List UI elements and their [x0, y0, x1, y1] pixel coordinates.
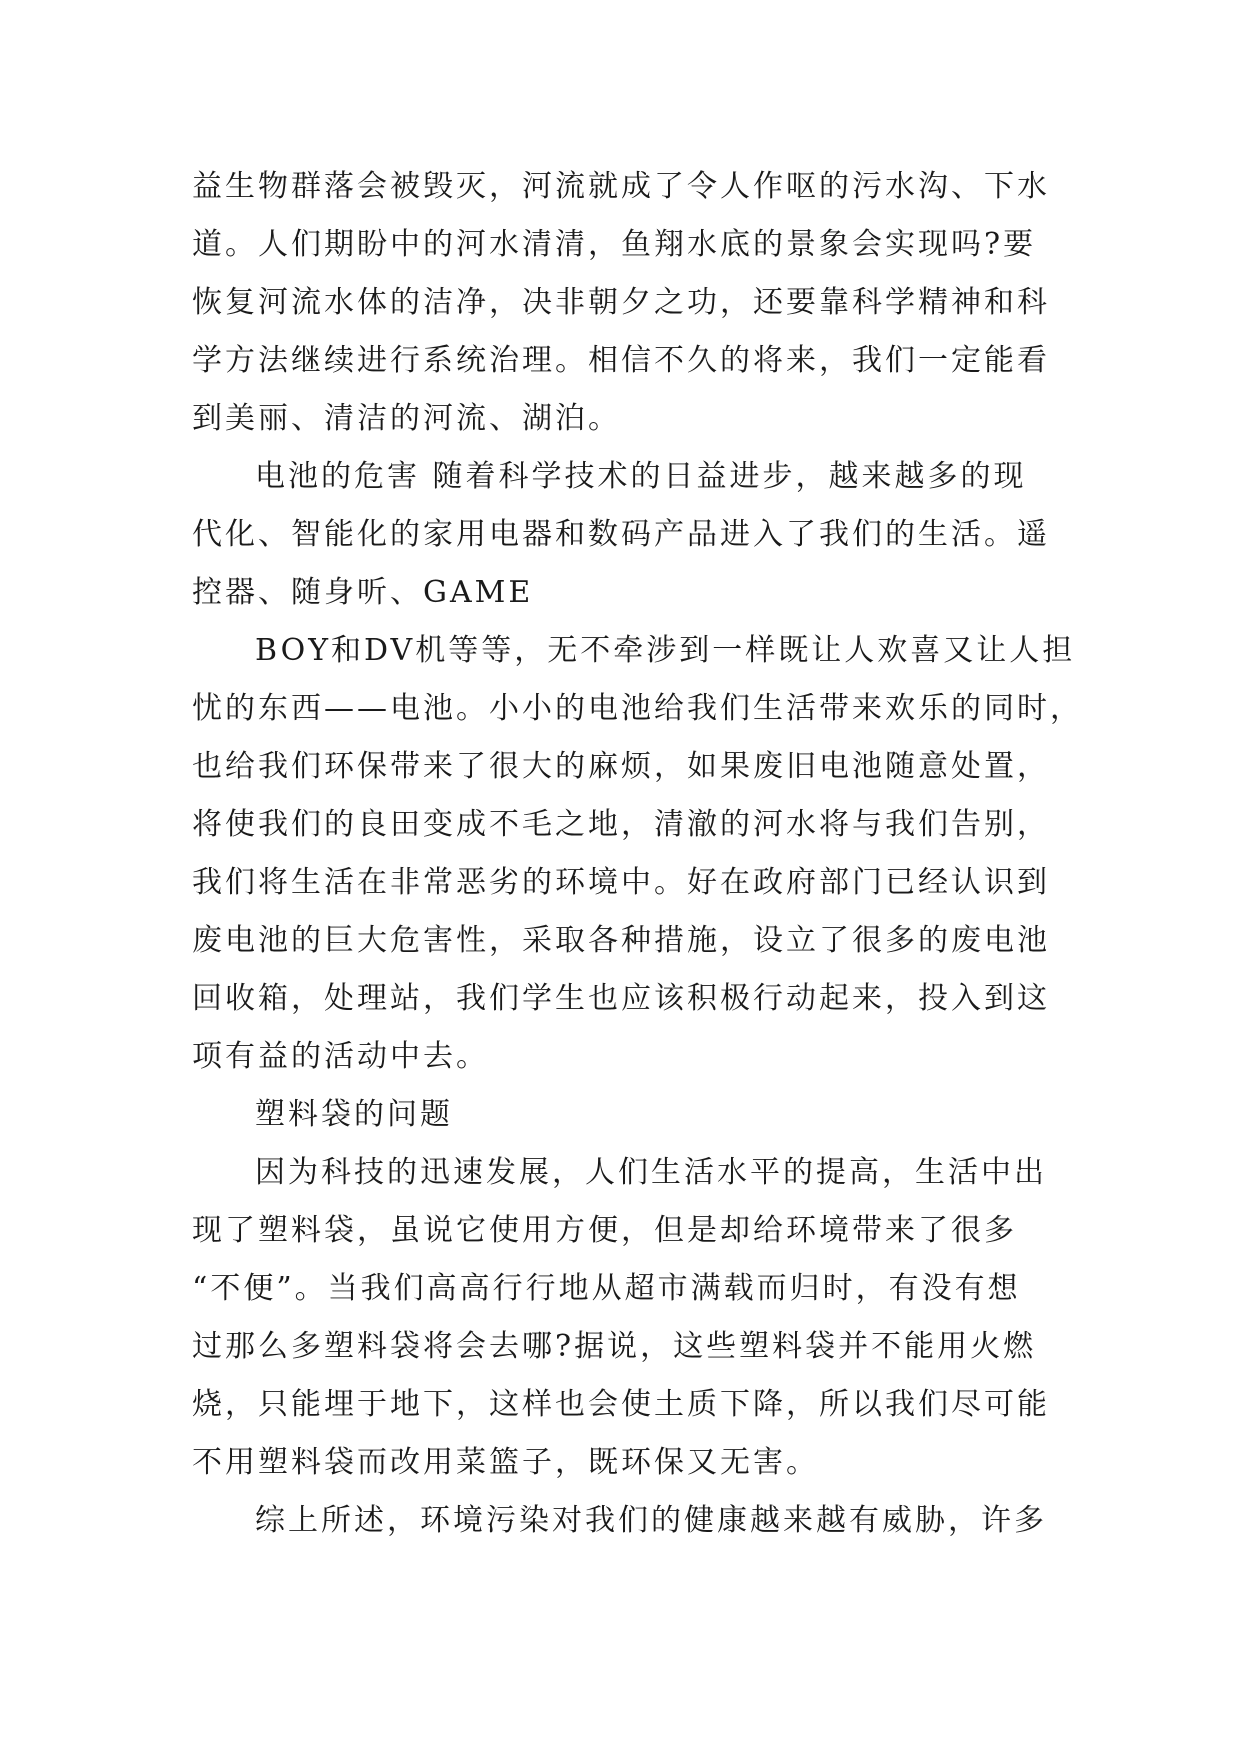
text-line: 我们将生活在非常恶劣的环境中。好在政府部门已经认识到	[192, 865, 1050, 900]
text-line: 综上所述，环境污染对我们的健康越来越有威胁，许多	[255, 1503, 1047, 1538]
text-line: 现了塑料袋，虽说它使用方便，但是却给环境带来了很多	[192, 1213, 1017, 1248]
text-line: 项有益的活动中去。	[192, 1039, 489, 1074]
text-line: “不便”。当我们高高行行地从超市满载而归时，有没有想	[192, 1271, 1021, 1306]
text-line: 将使我们的良田变成不毛之地，清澈的河水将与我们告别，	[192, 807, 1050, 842]
text-line: 电池的危害 随着科学技术的日益进步，越来越多的现	[255, 459, 1027, 494]
text-line: 不用塑料袋而改用菜篮子，既环保又无害。	[192, 1445, 819, 1480]
text-line: 道。人们期盼中的河水清清，鱼翔水底的景象会实现吗?要	[192, 227, 1037, 262]
text-line: BOY和DV机等等，无不牵涉到一样既让人欢喜又让人担	[255, 633, 1076, 668]
text-line: 控器、随身听、GAME	[192, 575, 534, 610]
text-line: 回收箱，处理站，我们学生也应该积极行动起来，投入到这	[192, 981, 1050, 1016]
text-line: 塑料袋的问题	[255, 1097, 453, 1132]
document-body	[192, 158, 1083, 1550]
text-line: 过那么多塑料袋将会去哪?据说，这些塑料袋并不能用火燃	[192, 1329, 1037, 1364]
text-line: 益生物群落会被毁灭，河流就成了令人作呕的污水沟、下水	[192, 169, 1050, 204]
text-line: 烧，只能埋于地下，这样也会使土质下降，所以我们尽可能	[192, 1387, 1050, 1422]
text-line: 学方法继续进行系统治理。相信不久的将来，我们一定能看	[192, 343, 1050, 378]
text-line: 恢复河流水体的洁净，决非朝夕之功，还要靠科学精神和科	[192, 285, 1050, 320]
text-line: 到美丽、清洁的河流、湖泊。	[192, 401, 621, 436]
text-line: 也给我们环保带来了很大的麻烦，如果废旧电池随意处置，	[192, 749, 1050, 784]
text-line: 代化、智能化的家用电器和数码产品进入了我们的生活。遥	[192, 517, 1050, 552]
text-line: 因为科技的迅速发展，人们生活水平的提高，生活中出	[255, 1155, 1047, 1190]
text-line: 废电池的巨大危害性，采取各种措施，设立了很多的废电池	[192, 923, 1050, 958]
text-line: 忧的东西——电池。小小的电池给我们生活带来欢乐的同时，	[192, 691, 1083, 726]
